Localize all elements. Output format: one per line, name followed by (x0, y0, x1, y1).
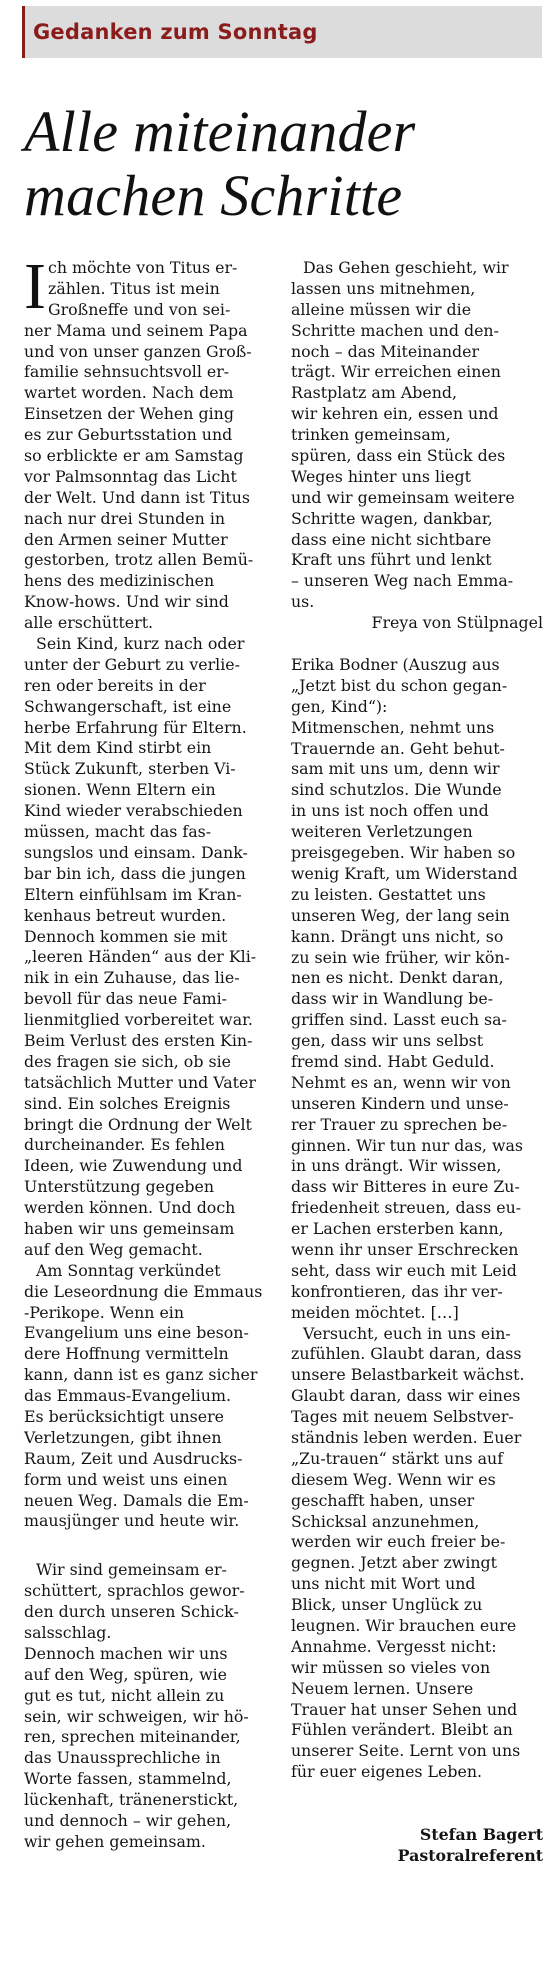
text-line: fremd sind. Habt Geduld. (291, 1051, 495, 1071)
text-line: unseren Weg, der lang sein (291, 905, 510, 925)
text-line: die Leseordnung die Emmaus (24, 1281, 263, 1301)
text-line: unseren Kindern und unse- (291, 1093, 509, 1113)
text-line: ner Mama und seinem Papa (24, 320, 248, 340)
text-line: des fragen sie sich, ob sie (24, 1051, 231, 1071)
text-line: ren, sprechen miteinander, (24, 1727, 241, 1747)
text-line: in uns ist noch offen und (291, 801, 489, 821)
text-line: sein, wir schweigen, wir hö- (24, 1706, 249, 1726)
text-line: sind. Ein solches Ereignis (24, 1093, 231, 1113)
text-line: -Perikope. Wenn ein (24, 1302, 185, 1322)
text-line: wir müssen so vieles von (291, 1657, 491, 1677)
text-line: Rastplatz am Abend, (291, 383, 457, 403)
text-line: Weges hinter uns liegt (291, 466, 471, 486)
text-line: Neuem lernen. Unsere (291, 1678, 474, 1698)
headline-line: Alle miteinander (24, 99, 416, 164)
text-line: sionen. Wenn Eltern ein (24, 780, 216, 800)
text-line: Kind wieder verabschieden (24, 801, 243, 821)
text-line: Nehmt es an, wenn wir von (291, 1072, 511, 1092)
text-line: kann, dann ist es ganz sicher (24, 1365, 258, 1385)
text-line: herbe Erfahrung für Eltern. (24, 717, 247, 737)
text-line: zufühlen. Glaubt daran, dass (291, 1344, 522, 1364)
text-line: gen, dass wir uns selbst (291, 1031, 484, 1051)
text-line: friedenheit streuen, dass eu- (291, 1198, 522, 1218)
text-line: nen es nicht. Denkt daran, (291, 968, 504, 988)
text-line: wartet worden. Nach dem (24, 383, 234, 403)
text-line: rer Trauer zu sprechen be- (291, 1114, 508, 1134)
text-line: tatsächlich Mutter und Vater (24, 1072, 256, 1092)
text-line: er Lachen ersterben kann, (291, 1219, 504, 1239)
text-line: Annahme. Vergesst nicht: (291, 1636, 497, 1656)
text-line: Schritte wagen, dankbar, (291, 508, 493, 528)
text-line: seht, dass wir euch mit Leid (291, 1260, 517, 1280)
text-line: Schritte machen und den- (291, 320, 499, 340)
text-line: Das Gehen geschieht, wir (303, 258, 509, 277)
text-line: weiteren Verletzungen (291, 822, 473, 842)
text-line: gut es tut, nicht allein zu (24, 1685, 225, 1705)
text-line: den durch unseren Schick- (24, 1602, 239, 1622)
text-line: salsschlag. (24, 1623, 112, 1642)
text-line: Eltern einfühlsam im Kran- (24, 884, 242, 904)
text-line: Dennoch kommen sie mit (24, 926, 228, 946)
signature-title: Pastoralreferent (397, 1845, 543, 1865)
text-line (291, 1783, 543, 1804)
text-line: us. (291, 592, 315, 612)
text-line: dere Hoffnung vermitteln (24, 1344, 229, 1364)
text-line: leugnen. Wir brauchen eure (291, 1616, 517, 1635)
text-line: sam mit uns um, denn wir (291, 759, 500, 779)
text-line: den Armen seiner Mutter (24, 529, 228, 549)
text-line: lückenhaft, tränenerstickt, (24, 1790, 239, 1810)
text-line: noch – das Miteinander (291, 341, 480, 361)
text-line: lassen uns mitnehmen, (291, 278, 476, 298)
text-line: müssen, macht das fas- (24, 822, 212, 842)
text-line: Unterstützung gegeben (24, 1177, 215, 1197)
text-line: „leeren Händen“ aus der Kli- (24, 947, 257, 967)
text-line: form und weist uns einen (24, 1469, 228, 1489)
text-line: Worte fassen, stammelnd, (24, 1769, 232, 1789)
text-line: gen, Kind“): (291, 696, 388, 716)
text-line: werden wir euch freier be- (291, 1532, 506, 1552)
text-line: gegnen. Jetzt aber zwingt (291, 1553, 498, 1573)
text-line: Glaubt daran, dass wir eines (291, 1386, 521, 1406)
text-line: und von unser ganzen Groß- (24, 341, 252, 361)
text-line: mausjünger und heute wir. (24, 1511, 240, 1531)
text-line: durcheinander. Es fehlen (24, 1135, 225, 1155)
paragraph-gap (291, 634, 543, 655)
text-line: und dennoch – wir gehen, (24, 1811, 232, 1831)
text-line: preisgegeben. Wir haben so (291, 843, 516, 863)
text-line: Kraft uns führt und lenkt (291, 550, 492, 570)
text-line: bar bin ich, dass die jungen (24, 863, 246, 883)
text-line: für euer eigenes Leben. (291, 1762, 483, 1782)
text-line: zu sein wie früher, wir kön- (291, 947, 510, 967)
text-line: Blick, unser Unglück zu (291, 1595, 483, 1615)
section-label: Gedanken zum Sonntag (33, 20, 318, 44)
text-line: haben wir uns gemeinsam (24, 1218, 235, 1238)
text-line: Einsetzen der Wehen ging (24, 404, 234, 424)
text-line: ren oder bereits in der (24, 675, 206, 695)
text-line: Mit dem Kind stirbt ein (24, 738, 212, 758)
text-line: Know-hows. Und wir sind (24, 592, 229, 612)
text-line: trägt. Wir erreichen einen (291, 362, 501, 382)
text-line: wenn ihr unser Erschrecken (291, 1239, 519, 1259)
section-header (22, 6, 542, 58)
text-line: Verletzungen, gibt ihnen (24, 1427, 222, 1447)
text-line: wir gehen gemeinsam. (24, 1831, 206, 1851)
text-line: lienmitglied vorbereitet war. (24, 1010, 253, 1030)
text-line: wir kehren ein, essen und (291, 404, 499, 424)
text-line: unserer Seite. Lernt von uns (291, 1741, 521, 1761)
text-line: Wir sind gemeinsam er- (36, 1560, 227, 1580)
text-line: Es berücksichtigt unsere (24, 1406, 225, 1426)
text-line: es zur Geburtsstation und (24, 425, 233, 445)
text-line: spüren, dass ein Stück des (291, 446, 506, 466)
text-line: nik in ein Zuhause, das lie- (24, 968, 240, 988)
text-line: Mitmenschen, nehmt uns (291, 717, 495, 737)
text-line: werden können. Und doch (24, 1198, 236, 1218)
text-line: „Zu-trauen“ stärkt uns auf (291, 1448, 504, 1468)
text-line: kann. Drängt uns nicht, so (291, 926, 504, 946)
text-line: Versucht, euch in uns ein- (303, 1323, 511, 1343)
text-line: das Emmaus-Evangelium. (24, 1386, 231, 1406)
text-line: sungslos und einsam. Dank- (24, 842, 248, 862)
text-line: vor Palmsonntag das Licht (24, 466, 237, 486)
text-line: ginnen. Wir tun nur das, was (291, 1135, 524, 1155)
text-line: kenhaus betreut wurden. (24, 905, 227, 925)
text-line: hens des medizinischen (24, 571, 215, 591)
text-line: trinken gemeinsam, (291, 425, 451, 445)
text-line: Fühlen verändert. Bleibt an (291, 1720, 513, 1740)
text-line: nach nur drei Stunden in (24, 508, 226, 528)
text-line: – unseren Weg nach Emma- (291, 571, 514, 591)
text-line: wenig Kraft, um Widerstand (291, 863, 518, 883)
text-line: bevoll für das neue Fami- (24, 989, 228, 1009)
text-line: meiden möchtet. […] (291, 1302, 459, 1322)
text-line: unter der Geburt zu verlie- (24, 654, 240, 674)
text-line: in uns drängt. Wir wissen, (291, 1156, 502, 1176)
text-line: geschafft haben, unser (291, 1490, 475, 1510)
text-line: Tages mit neuem Selbstver- (291, 1407, 514, 1427)
first-paragraph-opening (24, 250, 280, 323)
signature-name: Stefan Bagert (419, 1825, 543, 1845)
text-line: „Jetzt bist du schon gegan- (291, 675, 508, 695)
text-line: alleine müssen wir die (291, 299, 472, 319)
text-line: Trauer hat unser Sehen und (291, 1699, 518, 1719)
text-line: diesem Weg. Wenn wir es (291, 1469, 496, 1489)
paragraph-gap (24, 1532, 280, 1560)
text-line: und wir gemeinsam weitere (291, 487, 515, 507)
text-line: Stück Zukunft, sterben Vi- (24, 759, 236, 779)
text-line: ständnis leben werden. Euer (291, 1427, 522, 1447)
text-line: konfrontieren, das ihr ver- (291, 1281, 503, 1301)
article-column-right (291, 258, 543, 1867)
text-line: Trauernde an. Geht behut- (291, 738, 505, 758)
text-line: alle erschüttert. (24, 613, 154, 633)
text-line: sind schutzlos. Die Wunde (291, 780, 502, 800)
text-line: so erblickte er am Samstag (24, 446, 244, 466)
text-line: Am Sonntag verkündet (36, 1260, 221, 1280)
text-line: uns nicht mit Wort und (291, 1574, 476, 1594)
headline-line: machen Schritte (24, 163, 403, 228)
text-line: zählen. Titus ist mein (48, 278, 220, 298)
text-line: dass wir in Wandlung be- (291, 989, 494, 1009)
text-line: der Welt. Und dann ist Titus (24, 487, 251, 507)
text-line: Dennoch machen wir uns (24, 1643, 228, 1663)
text-line: Großneffe und von sei- (48, 299, 231, 319)
text-line: Raum, Zeit und Ausdrucks- (24, 1448, 243, 1468)
text-line: zu leisten. Gestattet uns (291, 884, 486, 904)
text-line: schüttert, sprachlos gewor- (24, 1581, 245, 1601)
text-line: dass eine nicht sichtbare (291, 529, 492, 549)
text-line: Schwangerschaft, ist eine (24, 696, 232, 716)
author-credit: Freya von Stülpnagel (371, 613, 543, 633)
text-line: das Unaussprechliche in (24, 1748, 221, 1768)
text-line: Ideen, wie Zuwendung und (24, 1156, 243, 1176)
text-line: Schicksal anzunehmen, (291, 1511, 480, 1531)
text-line: bringt die Ordnung der Welt (24, 1114, 252, 1134)
text-line: ch möchte von Titus er- (48, 258, 238, 277)
text-line: Erika Bodner (Auszug aus (291, 655, 500, 675)
paragraph-gap (291, 1804, 543, 1825)
text-line: auf den Weg gemacht. (24, 1239, 203, 1259)
text-line: griffen sind. Lasst euch sa- (291, 1010, 507, 1030)
text-line: Evangelium uns eine beson- (24, 1323, 249, 1343)
text-line: Sein Kind, kurz nach oder (36, 634, 245, 654)
article-column-left (24, 250, 280, 1853)
drop-cap: I (24, 250, 46, 323)
text-line: auf den Weg, spüren, wie (24, 1664, 227, 1684)
text-line: dass wir Bitteres in eure Zu- (291, 1177, 520, 1197)
text-line: gestorben, trotz allen Bemü- (24, 550, 254, 570)
article-headline (24, 100, 544, 228)
text-line: neuen Weg. Damals die Em- (24, 1490, 249, 1510)
text-line: familie sehnsuchtsvoll er- (24, 362, 230, 382)
text-line: unsere Belastbarkeit wächst. (291, 1365, 525, 1385)
text-line: Beim Verlust des ersten Kin- (24, 1030, 253, 1050)
